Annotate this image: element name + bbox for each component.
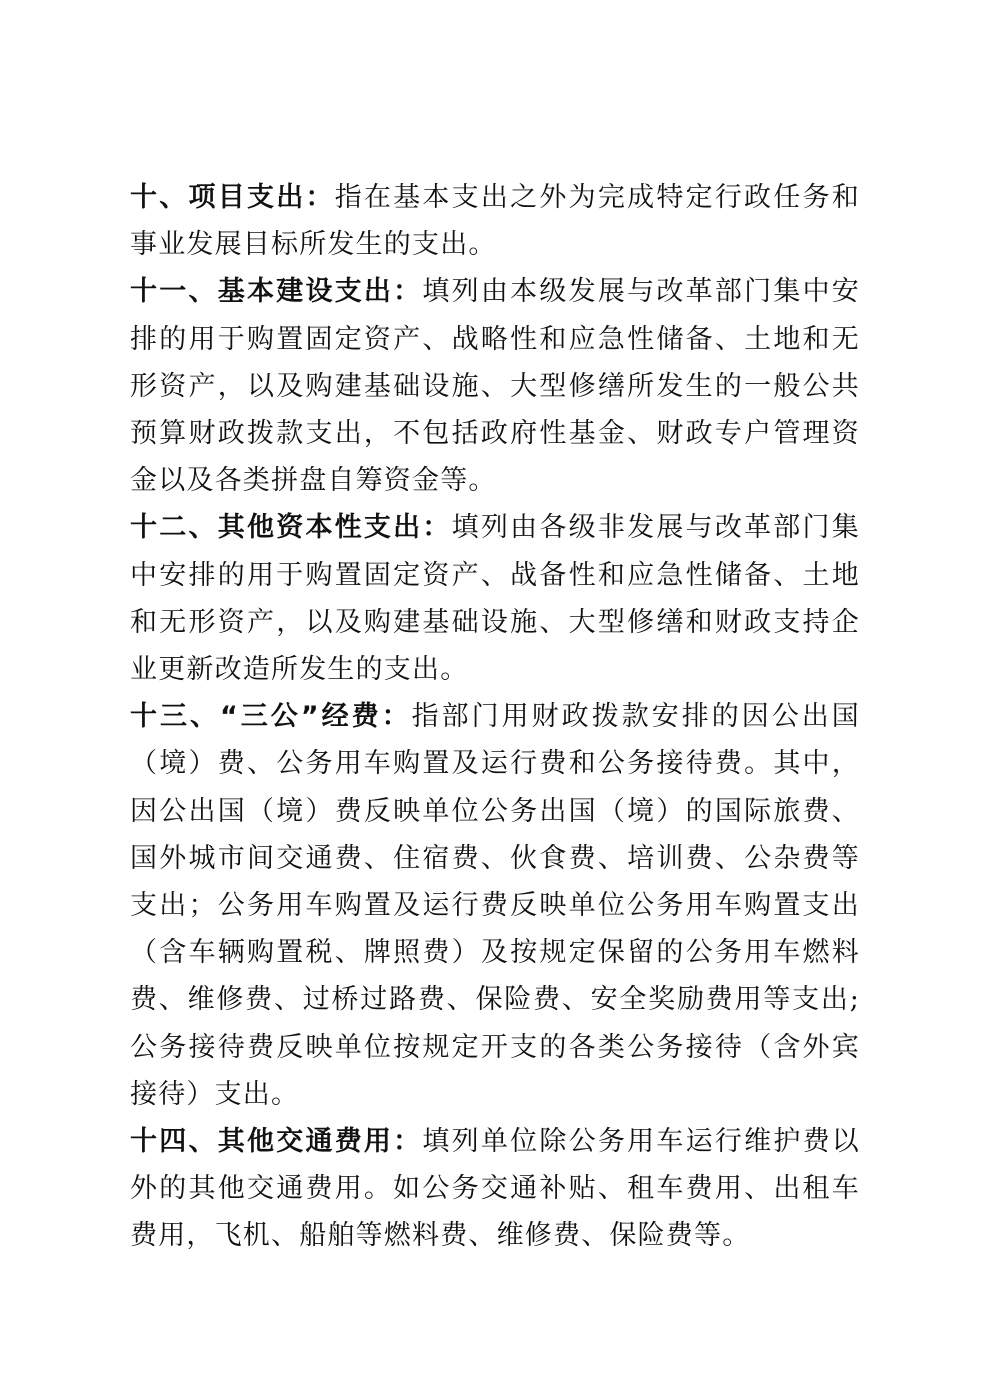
section-11 [130, 268, 860, 504]
section-13 [130, 693, 860, 1118]
section-text: 填列由各级非发展与改革部门集中安排的用于购置固定资产、战备性和应急性储备、土地和无形资产，以及购建基础设施、大型修缮和财政支持企业更新改造所发生的支出。 [130, 512, 860, 686]
document-body [130, 174, 860, 1260]
section-12 [130, 504, 860, 693]
section-term: 十一、基本建设支出： [130, 276, 423, 308]
section-term: 十四、其他交通费用： [130, 1126, 423, 1158]
section-term: 十二、其他资本性支出： [130, 512, 452, 544]
section-text: 填列由本级发展与改革部门集中安排的用于购置固定资产、战略性和应急性储备、土地和无形资产，以及购建基础设施、大型修缮所发生的一般公共预算财政拨款支出，不包括政府性基金、财政专户管理资金以及各类拼盘自筹资金等。 [130, 276, 861, 497]
section-10 [130, 174, 860, 268]
section-text: 填列单位除公务用车运行维护费以外的其他交通费用。如公务交通补贴、租车费用、出租车费用，飞机、船舶等燃料费、维修费、保险费等。 [130, 1126, 861, 1252]
section-text: 指部门用财政拨款安排的因公出国（境）费、公务用车购置及运行费和公务接待费。其中，因公出国（境）费反映单位公务出国（境）的国际旅费、国外城市间交通费、住宿费、伙食费、培训费、公杂费等支出；公务用车购置及运行费反映单位公务用车购置支出（含车辆购置税、牌照费）及按规定保留的公务用车燃料费、维修费、过桥过路费、保险费、安全奖励费用等支出;公务接待费反映单位按规定开支的各类公务接待（含外宾接待）支出。 [130, 701, 860, 1110]
section-term: 十三、“三公”经费： [130, 701, 412, 733]
section-text: 指在基本支出之外为完成特定行政任务和事业发展目标所发生的支出。 [130, 182, 860, 261]
section-14 [130, 1118, 860, 1260]
section-term: 十、项目支出： [130, 182, 335, 213]
